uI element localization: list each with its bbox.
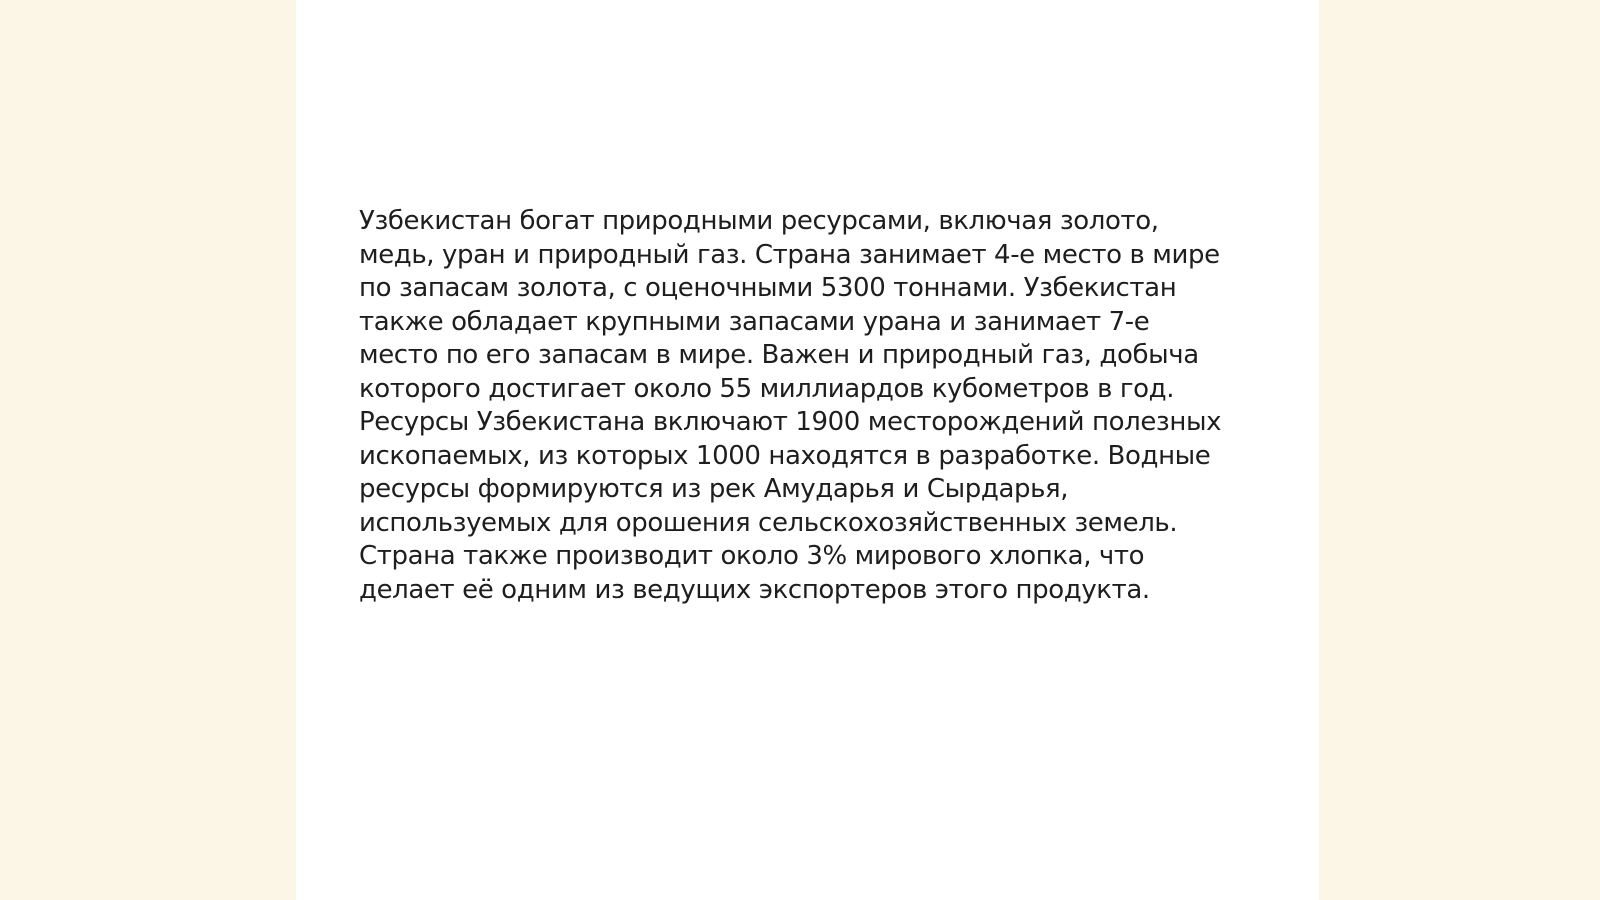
slide-page [296, 0, 1319, 900]
paragraph-line: место по его запасам в мире. Важен и природный газ, добыча [359, 340, 1199, 370]
paragraph-line: ресурсы формируются из рек Амударья и Сырдарья, [359, 474, 1069, 504]
paragraph-line: делает её одним из ведущих экспортеров этого продукта. [359, 574, 1150, 605]
paragraph-line: по запасам золота, с оценочными 5300 тоннами. Узбекистан [359, 273, 1177, 303]
paragraph-line: Ресурсы Узбекистана включают 1900 месторождений полезных [359, 407, 1222, 437]
body-paragraph [359, 205, 1259, 607]
paragraph-line: Страна также производит около 3% мирового хлопка, что [359, 541, 1145, 571]
paragraph-line: медь, уран и природный газ. Страна занимает 4-е место в мире [359, 239, 1220, 270]
paragraph-line: Узбекистан богат природными ресурсами, включая золото, [359, 206, 1159, 236]
paragraph-line: также обладает крупными запасами урана и занимает 7-е [359, 306, 1150, 337]
paragraph-line: которого достигает около 55 миллиардов кубометров в год. [359, 373, 1175, 404]
paragraph-line: ископаемых, из которых 1000 находятся в разработке. Водные [359, 440, 1211, 471]
paragraph-line: используемых для орошения сельскохозяйственных земель. [359, 507, 1178, 538]
